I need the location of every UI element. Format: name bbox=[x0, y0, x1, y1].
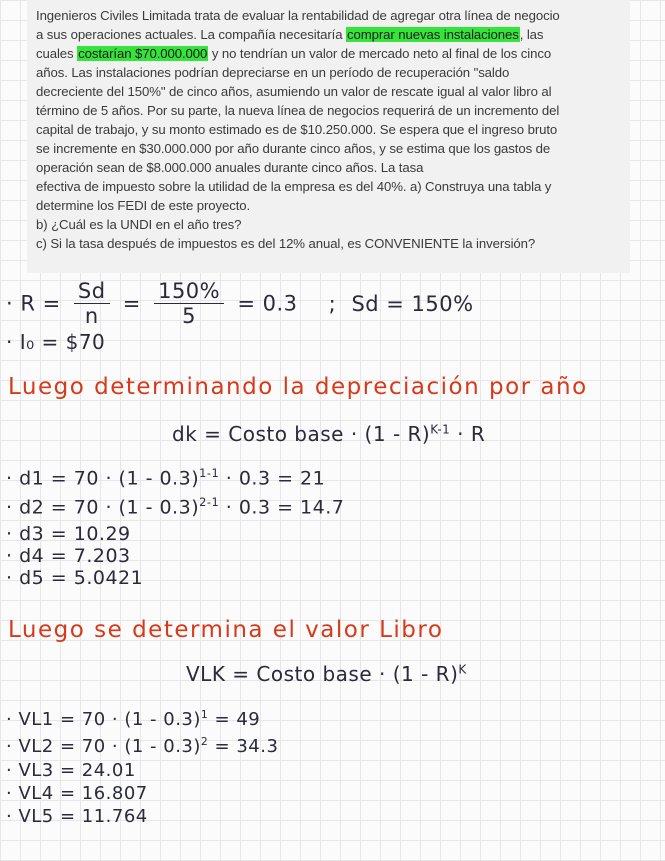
depreciation-row: · d1 = 70 · (1 - 0.3)$^{1-1}$ · 0.3 = 21 bbox=[6, 466, 326, 490]
highlight: costarían $70.000.000 bbox=[78, 46, 208, 61]
problem-line: efectiva de impuesto sobre la utilidad de la empresa es del 40%. a) Construya una tabla y bbox=[36, 179, 552, 194]
heading-depreciation: Luego determinando la depreciación por año bbox=[8, 374, 588, 400]
problem-statement bbox=[27, 0, 630, 273]
fraction: $\frac{150\%}{5}$ bbox=[154, 280, 224, 329]
problem-line: determine los FEDI de este proyecto. bbox=[36, 198, 251, 213]
depreciation-formula: dk = Costo base · (1 - R)$^{K-1}$ · R bbox=[172, 422, 486, 446]
problem-line: capital de trabajo, y su monto estimado es de $10.250.000. Se espera que el ingreso bruto bbox=[36, 122, 558, 137]
depreciation-row: · d3 = 10.29 bbox=[6, 523, 131, 545]
depreciation-row: · d5 = 5.0421 bbox=[6, 567, 144, 589]
problem-line: término de 5 años. Por su parte, la nueva línea de negocios requerirá de un incremento del bbox=[36, 103, 560, 118]
problem-line: Ingenieros Civiles Limitada trata de evaluar la rentabilidad de agregar otra línea de negocio bbox=[36, 8, 560, 23]
initial-investment: · I₀ = $70 bbox=[6, 330, 106, 354]
fraction: $\frac{Sd}{n}$ bbox=[74, 280, 110, 329]
book-value-row: · VL3 = 24.01 bbox=[6, 760, 136, 781]
book-value-row: · VL2 = 70 · (1 - 0.3)$^2$ = 34.3 bbox=[6, 735, 279, 757]
heading-book-value: Luego se determina el valor Libro bbox=[8, 617, 444, 643]
book-value-row: · VL1 = 70 · (1 - 0.3)$^1$ = 49 bbox=[6, 708, 261, 730]
problem-line: c) Si la tasa después de impuestos es del 12% anual, es CONVENIENTE la inversión? bbox=[36, 236, 536, 251]
book-value-formula: VLK = Costo base · (1 - R)$^K$ bbox=[186, 662, 467, 686]
depreciation-row: · d2 = 70 · (1 - 0.3)$^{2-1}$ · 0.3 = 14.7 bbox=[6, 495, 345, 519]
problem-line: decreciente del 150%" de cinco años, asumiendo un valor de rescate igual al valor libro al bbox=[36, 84, 552, 99]
problem-line: operación sean de $8.000.000 anuales durante cinco años. La tasa bbox=[36, 160, 424, 175]
depreciation-row: · d4 = 7.203 bbox=[6, 545, 131, 567]
ratio-equation: · R = $\frac{Sd}{n}$ = $\frac{150\%}{5}$ = 0.3 ; Sd = 150% bbox=[6, 279, 474, 329]
book-value-row: · VL5 = 11.764 bbox=[6, 806, 148, 827]
problem-line: años. Las instalaciones podrían depreciarse en un período de recuperación "saldo bbox=[36, 65, 510, 80]
problem-line: b) ¿Cuál es la UNDI en el año tres? bbox=[36, 217, 242, 232]
book-value-row: · VL4 = 16.807 bbox=[6, 783, 148, 804]
problem-line: se incremente en $30.000.000 por año durante cinco años, y se estima que los gastos de bbox=[36, 141, 551, 156]
highlight: comprar nuevas instalaciones bbox=[347, 27, 519, 42]
problem-line: cuales costarían $70.000.000 y no tendrían un valor de mercado neto al final de los cinco bbox=[36, 46, 552, 61]
problem-line: a sus operaciones actuales. La compañía necesitaría comprar nuevas instalaciones, las bbox=[36, 27, 544, 42]
